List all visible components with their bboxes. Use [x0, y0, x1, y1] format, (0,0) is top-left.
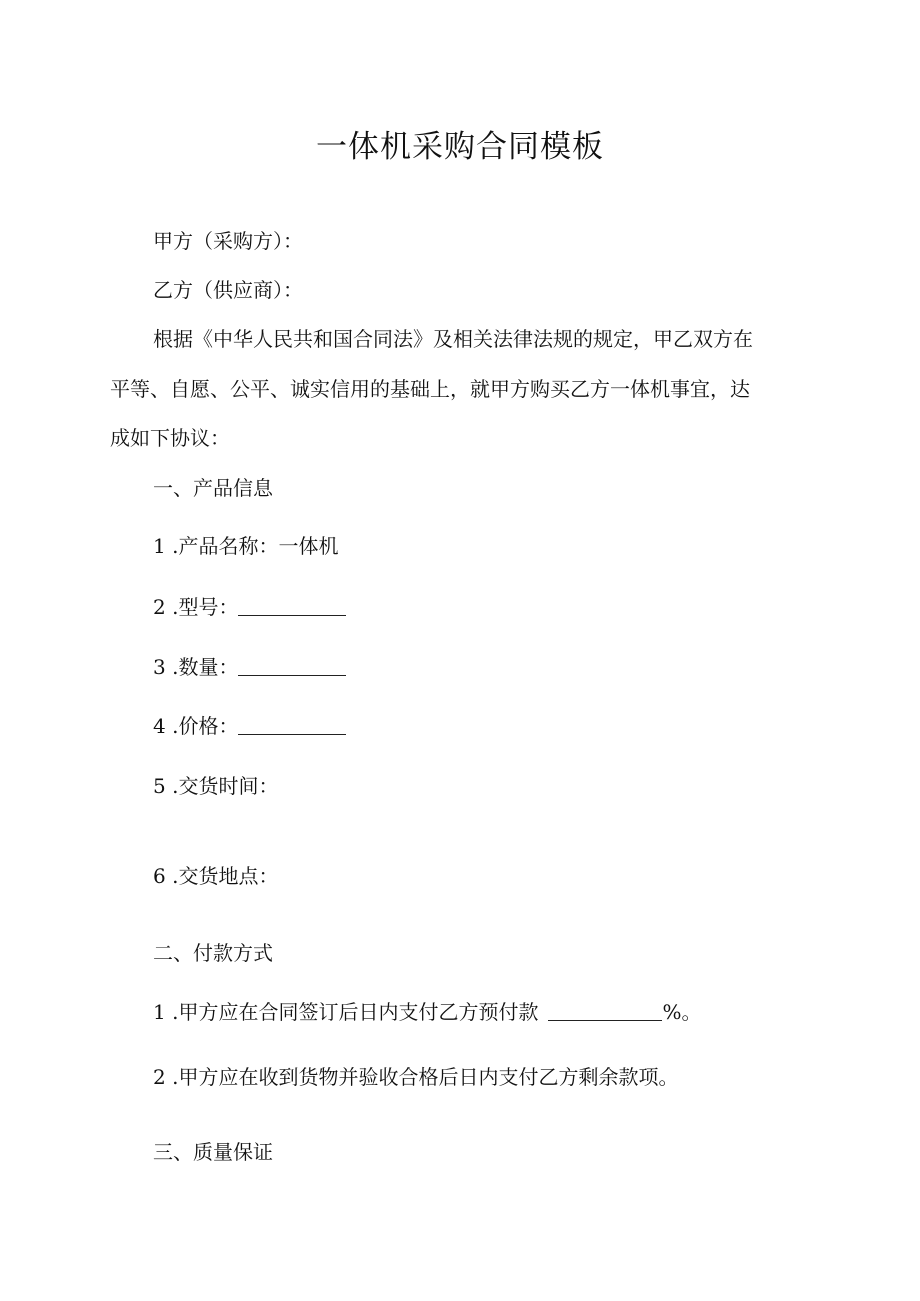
item-number: 3 [153, 655, 166, 679]
item-number: 2 [153, 1065, 166, 1089]
section-heading-product-info: 一、产品信息 [153, 476, 273, 500]
item-text: .产品名称：一体机 [172, 534, 339, 558]
section-heading-payment: 二、付款方式 [153, 941, 273, 965]
percent-suffix: %。 [662, 1000, 702, 1024]
party-a-line: 甲方（采购方）： [153, 229, 303, 253]
item-text: .交货地点： [172, 864, 279, 888]
list-item [153, 771, 278, 801]
preamble-line-1: 根据《中华人民共和国合同法》及相关法律法规的规定，甲乙双方在 [153, 327, 753, 351]
quantity-blank-field[interactable] [238, 655, 346, 676]
list-item [153, 652, 346, 682]
preamble-line-3: 成如下协议： [110, 426, 230, 450]
list-item [153, 592, 346, 622]
item-number: 1 [153, 1000, 166, 1024]
item-number: 6 [153, 864, 166, 888]
item-text: .交货时间： [172, 774, 279, 798]
prepayment-percent-blank-field[interactable] [548, 1000, 662, 1021]
model-blank-field[interactable] [238, 595, 346, 616]
list-item [153, 997, 701, 1027]
item-text: .价格： [172, 714, 239, 738]
item-text: .甲方应在合同签订后日内支付乙方预付款 [172, 1000, 539, 1024]
list-item [153, 531, 338, 561]
preamble-line-2: 平等、自愿、公平、诚实信用的基础上，就甲方购买乙方一体机事宜，达 [110, 377, 750, 401]
party-b-line: 乙方（供应商）： [153, 278, 303, 302]
section-heading-quality: 三、质量保证 [153, 1140, 273, 1164]
document-title: 一体机采购合同模板 [316, 129, 604, 165]
item-text: .型号： [172, 595, 239, 619]
list-item [153, 861, 278, 891]
list-item [153, 711, 346, 741]
price-blank-field[interactable] [238, 714, 346, 735]
list-item [153, 1062, 678, 1092]
item-number: 1 [153, 534, 166, 558]
item-text: .甲方应在收到货物并验收合格后日内支付乙方剩余款项。 [172, 1065, 679, 1089]
item-number: 4 [153, 714, 166, 738]
item-text: .数量： [172, 655, 239, 679]
item-number: 2 [153, 595, 166, 619]
item-number: 5 [153, 774, 166, 798]
